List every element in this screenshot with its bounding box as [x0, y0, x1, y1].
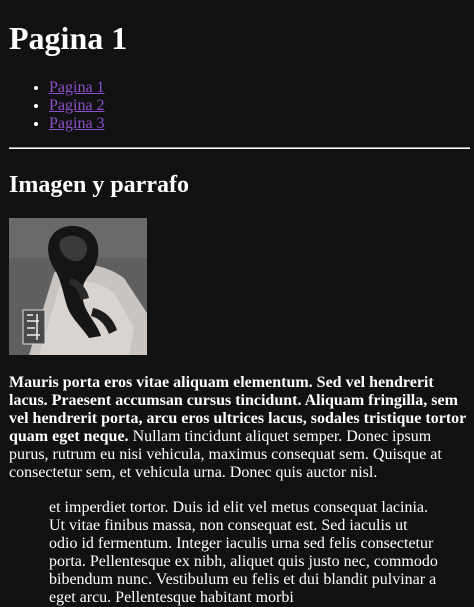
- section-heading: Imagen y parrafo: [9, 172, 189, 198]
- intro-paragraph: [9, 374, 470, 482]
- blockquote-text: et imperdiet tortor. Duis id elit vel metus consequat lacinia. Ut vitae finibus massa, non consequat est. Sed iaculis ut odio id fermentum. Integer iaculis urna sed felis consectetur porta. Pellentesque ex nibh, aliquet quis justo nec, commodo bibendum nunc. Vestibulum eu felis et dui blandit pulvinar a eget arcu. Pellentesque habitant morbi: [49, 499, 438, 606]
- nav-list: [9, 79, 105, 133]
- tattoo-image: [9, 218, 147, 355]
- nav-link-pagina-3[interactable]: Pagina 3: [49, 115, 105, 132]
- intro-bold-text: Mauris porta eros vitae aliquam elementum. Sed vel hendrerit lacus. Praesent accumsan cursus tincidunt. Aliquam fringilla, sem vel hendrerit porta, arcu eros ultrices lacus, sodales tristique tortor quam eget neque.: [9, 374, 466, 445]
- nav-item: [49, 79, 105, 97]
- intro-normal-text: Nullam tincidunt aliquet semper. Donec ipsum purus, rutrum eu nisi vehicula, maximus consequat sem. Quisque at consectetur sem, et vehicula urna. Donec quis auctor nisl.: [9, 428, 442, 481]
- divider: [9, 147, 470, 149]
- nav-link-pagina-1[interactable]: Pagina 1: [49, 79, 105, 96]
- nav-item: [49, 97, 105, 115]
- page-title: Pagina 1: [9, 20, 128, 56]
- nav-link-pagina-2[interactable]: Pagina 2: [49, 97, 105, 114]
- nav-item: [49, 115, 105, 133]
